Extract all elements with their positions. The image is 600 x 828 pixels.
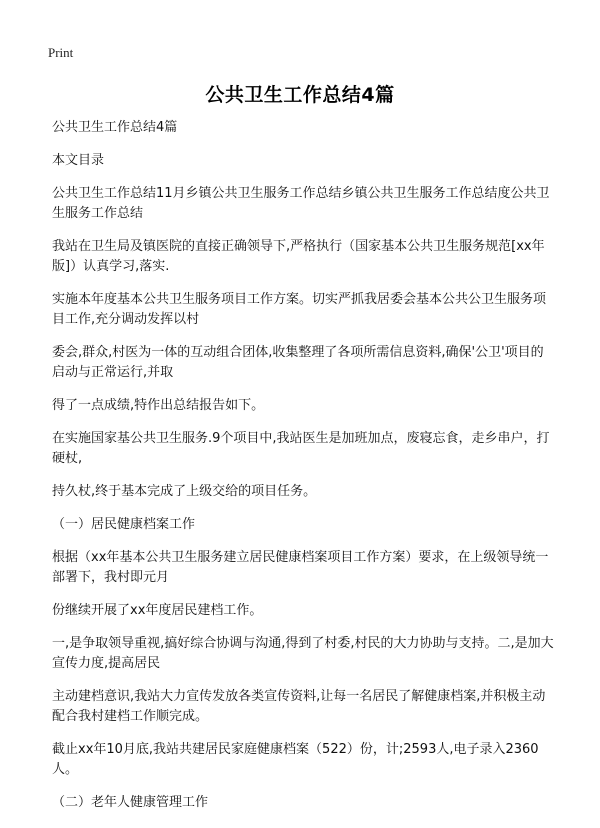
paragraph: 一,是争取领导重视,搞好综合协调与沟通,得到了村委,村民的大力协助与支持。二,是加大宣传力度,提高居民	[52, 636, 554, 671]
paragraph: 实施本年度基本公共卫生服务项目工作方案。切实严抓我居委会基本公共公卫生服务项目工作,充分调动发挥以村	[52, 292, 547, 327]
section-heading: （一）居民健康档案工作	[52, 517, 196, 532]
paragraph: 在实施国家基公共卫生服务.9个项目中,我站医生是加班加点，废寝忘食，走乡串户，打硬杖,	[52, 431, 550, 466]
paragraph: 公共卫生工作总结4篇	[52, 120, 178, 135]
paragraph: 截止xx年10月底,我站共建居民家庭健康档案（522）份，计;2593人,电子录入2360人。	[52, 742, 539, 777]
document-title: 公共卫生工作总结4篇	[205, 84, 395, 106]
paragraph: 公共卫生工作总结11月乡镇公共卫生服务工作总结乡镇公共卫生服务工作总结度公共卫生服务工作总结	[52, 186, 550, 221]
paragraph: 份继续开展了xx年度居民建档工作。	[52, 603, 263, 618]
paragraph: 根据（xx年基本公共卫生服务建立居民健康档案项目工作方案）要求，在上级领导统一部署下，我村即元月	[52, 550, 549, 585]
section-heading: （二）老年人健康管理工作	[52, 795, 209, 810]
paragraph: 委会,群众,村医为一体的互动组合团体,收集整理了各项所需信息资料,确保'公卫'项目的启动与正常运行,并取	[52, 345, 544, 380]
paragraph: 持久杖,终于基本完成了上级交给的项目任务。	[52, 484, 317, 499]
paragraph: 主动建档意识,我站大力宣传发放各类宣传资料,让每一名居民了解健康档案,并积极主动配合我村建档工作顺完成。	[52, 689, 546, 724]
paragraph: 得了一点成绩,特作出总结报告如下。	[52, 398, 265, 413]
document-body	[52, 118, 556, 826]
paragraph: 我站在卫生局及镇医院的直接正确领导下,严格执行（国家基本公共卫生服务规范[xx年版]）认真学习,落实.	[52, 239, 545, 274]
paragraph: 本文目录	[52, 153, 105, 168]
print-label: Print	[48, 45, 74, 60]
